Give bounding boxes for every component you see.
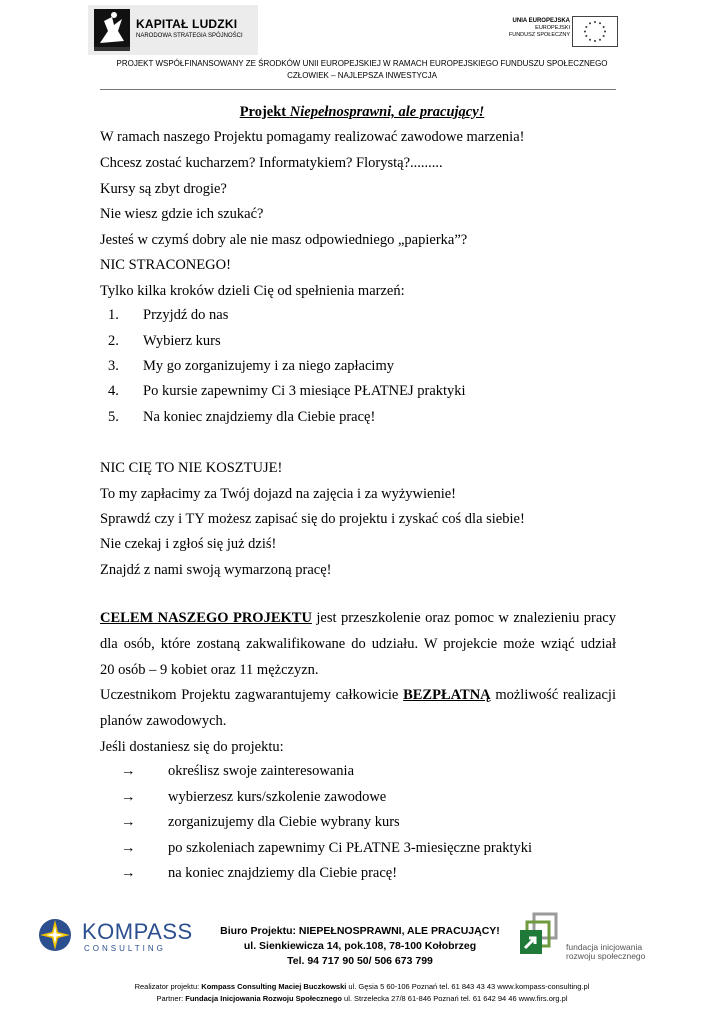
firs-name-line2: rozwoju społecznego (566, 951, 646, 961)
partner-details: ul. Strzelecka 27/8 61-846 Poznań tel. 61 642 94 46 www.firs.org.pl (341, 994, 568, 1003)
kompass-subtitle: CONSULTING (84, 944, 166, 953)
step-text: My go zorganizujemy i za niego zapłacimy (143, 358, 394, 374)
guarantee-line1 (100, 687, 616, 704)
kapital-ludzki-logo (88, 5, 258, 55)
partner-line (0, 994, 724, 1003)
step-text: Wybierz kurs (143, 333, 221, 349)
step-text: Po kursie zapewnimy Ci 3 miesiące PŁATNEJ praktyki (143, 383, 466, 399)
middle-line: Nie czekaj i zgłoś się już dziś! (100, 536, 277, 552)
firs-arrow-icon (518, 912, 558, 962)
step-number: 5. (108, 409, 119, 425)
goal-paragraph-line2: dla osób, które zostaną zakwalifikowane do udziału. W projekcie może wziąć udział (100, 636, 616, 652)
realizator-line (0, 982, 724, 991)
benefit-item: określisz swoje zainteresowania (168, 763, 355, 779)
step-number: 1. (108, 307, 119, 323)
arrow-bullet-icon: → (121, 763, 136, 779)
arrow-bullet-icon: → (121, 865, 136, 881)
document-title (0, 104, 724, 121)
intro-line: Tylko kilka kroków dzieli Cię od spełnienia marzeń: (100, 283, 405, 299)
intro-line: Chcesz zostać kucharzem? Informatykiem? Florystą?......... (100, 155, 443, 171)
partner-label: Partner: (156, 994, 186, 1003)
office-phone: Tel. 94 717 90 50/ 506 673 799 (287, 955, 433, 967)
kompass-logo (38, 916, 193, 958)
intro-line: Nie wiesz gdzie ich szukać? (100, 206, 264, 222)
step-number: 3. (108, 358, 119, 374)
step-text: Na koniec znajdziemy dla Ciebie pracę! (143, 409, 376, 425)
kompass-name: KOMPASS (82, 919, 193, 944)
firs-name-line1: fundacja inicjowania (566, 942, 643, 952)
goal-rest: jest przeszkolenie oraz pomoc w znalezieniu pracy (311, 610, 616, 626)
arrow-bullet-icon: → (121, 789, 136, 805)
middle-line: NIC CIĘ TO NIE KOSZTUJE! (100, 460, 283, 476)
arrow-bullet-icon: → (121, 814, 136, 830)
intro-line: Jesteś w czymś dobry ale nie masz odpowiedniego „papierka”? (100, 232, 468, 248)
intro-line: NIC STRACONEGO! (100, 257, 231, 273)
office-name: Biuro Projektu: NIEPEŁNOSPRAWNI, ALE PRACUJĄCY! (220, 925, 500, 937)
firs-logo (516, 908, 646, 966)
step-text: Przyjdź do nas (143, 307, 229, 323)
title-prefix: Projekt (239, 104, 290, 120)
intro-line: W ramach naszego Projektu pomagamy realizować zawodowe marzenia! (100, 129, 525, 145)
kapital-ludzki-title: KAPITAŁ LUDZKI (136, 17, 238, 31)
eu-flag-icon (572, 16, 618, 47)
title-project-name: Niepełnosprawni, ale pracujący! (289, 104, 485, 120)
step-number: 2. (108, 333, 119, 349)
guarantee-pre: Uczestnikom Projektu zagwarantujemy całkowicie (100, 687, 404, 703)
cofinance-slogan: CZŁOWIEK – NAJLEPSZA INWESTYCJA (287, 71, 437, 80)
office-address: ul. Sienkiewicza 14, pok.108, 78-100 Kołobrzeg (243, 940, 477, 952)
compass-star-icon (38, 918, 72, 952)
kapital-ludzki-emblem-icon (94, 9, 130, 51)
eu-line3: FUNDUSZ SPOŁECZNY (508, 32, 570, 38)
guarantee-post: możliwość realizacji (490, 687, 616, 703)
goal-paragraph-line1 (100, 610, 616, 627)
benefit-item: na koniec znajdziemy dla Ciebie pracę! (168, 865, 398, 881)
realizator-name: Kompass Consulting Maciej Buczkowski (201, 982, 347, 991)
benefit-item: po szkoleniach zapewnimy Ci PŁATNE 3-miesięczne praktyki (168, 840, 533, 856)
benefit-item: wybierzesz kurs/szkolenie zawodowe (168, 789, 387, 805)
guarantee-line2: planów zawodowych. (100, 713, 227, 729)
eu-line2: EUROPEJSKI (535, 25, 570, 31)
kapital-ludzki-subtitle: NARODOWA STRATEGIA SPÓJNOŚCI (136, 33, 243, 39)
realizator-label: Realizator projektu: (134, 982, 202, 991)
partner-name: Fundacja Inicjowania Rozwoju Społecznego (185, 994, 342, 1003)
header-divider (100, 89, 616, 90)
middle-line: Znajdź z nami swoją wymarzoną pracę! (100, 562, 332, 578)
middle-line: Sprawdź czy i TY możesz zapisać się do projektu i zyskać coś dla siebie! (100, 511, 525, 527)
eu-logo (505, 14, 620, 46)
guarantee-bold: BEZPŁATNĄ (403, 687, 491, 703)
page-header (0, 0, 724, 95)
goal-paragraph-line3: 20 osób – 9 kobiet oraz 11 mężczyzn. (100, 662, 319, 678)
benefit-item: zorganizujemy dla Ciebie wybrany kurs (168, 814, 400, 830)
arrow-bullet-icon: → (121, 840, 136, 856)
cofinance-statement: PROJEKT WSPÓŁFINANSOWANY ZE ŚRODKÓW UNII EUROPEJSKIEJ W RAMACH EUROPEJSKIEGO FUNDUSZU SPOŁECZNEGO (116, 59, 608, 68)
middle-line: To my zapłacimy za Twój dojazd na zajęcia i za wyżywienie! (100, 486, 457, 502)
goal-label: CELEM NASZEGO PROJEKTU (100, 610, 312, 626)
intro-line: Kursy są zbyt drogie? (100, 181, 227, 197)
realizator-details: ul. Gęsia 5 60-106 Poznań tel. 61 843 43 43 www.kompass-consulting.pl (346, 982, 590, 991)
if-join-line: Jeśli dostaniesz się do projektu: (100, 739, 284, 755)
eu-line1: UNIA EUROPEJSKA (512, 18, 570, 24)
step-number: 4. (108, 383, 119, 399)
eu-logo-text (509, 18, 570, 39)
